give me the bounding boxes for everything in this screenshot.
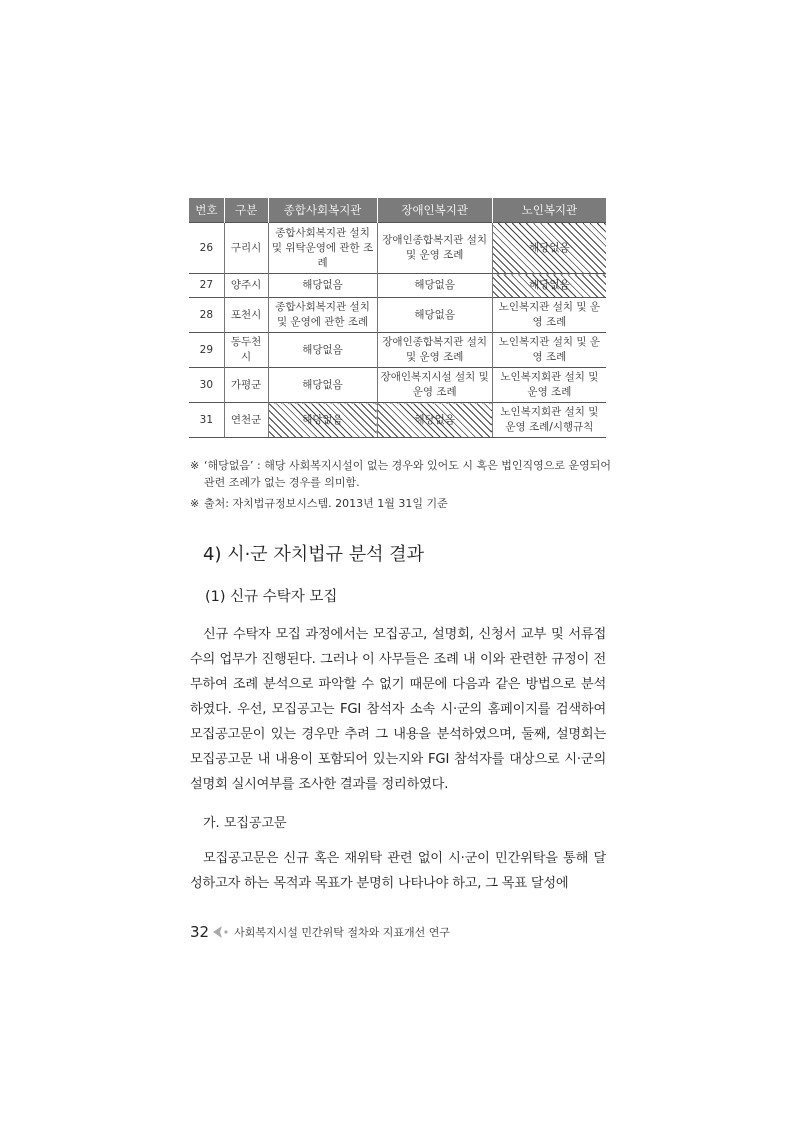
cell-elderly: 노인복지회관 설치 및 운영 조례/시행규칙 — [492, 403, 606, 438]
table-note-source — [190, 495, 448, 512]
header-elderly-welfare: 노인복지관 — [492, 198, 606, 223]
cell-community: 종합사회복지관 설치 및 위탁운영에 관한 조례 — [268, 223, 377, 274]
table-row — [189, 274, 606, 298]
cell-community: 해당없음 — [268, 274, 377, 298]
cell-region: 양주시 — [224, 274, 268, 298]
footer-title: 사회복지시설 민간위탁 절차와 지표개선 연구 — [234, 926, 450, 939]
chevron-left-icon — [213, 926, 229, 938]
section-title: 4) 시·군 자치법규 분석 결과 — [203, 544, 424, 565]
cell-number: 28 — [189, 298, 224, 333]
cell-community-none: 해당없음 — [268, 403, 377, 438]
cell-region: 연천군 — [224, 403, 268, 438]
cell-elderly-none: 해당없음 — [492, 274, 606, 298]
cell-region: 가평군 — [224, 368, 268, 403]
cell-community: 해당없음 — [268, 333, 377, 368]
cell-disabled: 해당없음 — [377, 298, 492, 333]
subsection-title: (1) 신규 수탁자 모집 — [205, 589, 338, 605]
header-region: 구분 — [224, 198, 268, 223]
table-row — [189, 298, 606, 333]
page-number: 32 — [190, 923, 210, 941]
cell-number: 29 — [189, 333, 224, 368]
note-mark: ※ — [190, 459, 200, 472]
cell-disabled: 장애인종합복지관 설치 및 운영 조례 — [377, 333, 492, 368]
cell-elderly: 노인복지관 설치 및 운영 조례 — [492, 298, 606, 333]
cell-region: 구리시 — [224, 223, 268, 274]
body-paragraph: 모집공고문은 신규 혹은 재위탁 관련 없이 시·군이 민간위탁을 통해 달성하고자 하는 목적과 목표가 분명히 나타나야 하고, 그 목표 달성에 — [190, 851, 606, 891]
cell-elderly: 노인복지관 설치 및 운영 조례 — [492, 333, 606, 368]
table-row — [189, 403, 606, 438]
source-text: 출처: 자치법규정보시스템. 2013년 1월 31일 기준 — [204, 497, 448, 510]
cell-disabled: 장애인복지시설 설치 및 운영 조례 — [377, 368, 492, 403]
ordinance-table — [189, 198, 606, 438]
header-number: 번호 — [189, 198, 224, 223]
note-text: ‘해당없음’ : 해당 사회복지시설이 없는 경우와 있어도 시 혹은 법인직영으로 운영되어 — [204, 459, 611, 472]
note-text-continued: 관련 조례가 없는 경우를 의미함. — [204, 476, 360, 489]
cell-elderly: 노인복지회관 설치 및 운영 조례 — [492, 368, 606, 403]
page-footer — [190, 923, 450, 941]
table-row — [189, 368, 606, 403]
cell-number: 27 — [189, 274, 224, 298]
body-paragraph: 신규 수탁자 모집 과정에서는 모집공고, 설명회, 신청서 교부 및 서류접수의 업무가 진행된다. 그러나 이 사무들은 조례 내 이와 관련한 규정이 전무하여 조례 분석으로 파악할 수 없기 때문에 다음과 같은 방법으로 분석하였다. 우선, 모집공고는 FGI 참석자 소속 시·군의 홈페이지를 검색하여 모집공고문이 있는 경우만 추려 그 내용을 분석하였으며, 둘째, 설명회는 모집공고문 내 내용이 포함되어 있는지와 FGI 참석자를 대상으로 시·군의 설명회 실시여부를 조사한 결과를 정리하였다. — [190, 627, 606, 792]
note-mark: ※ — [190, 497, 200, 510]
cell-disabled: 장애인종합복지관 설치 및 운영 조례 — [377, 223, 492, 274]
cell-number: 30 — [189, 368, 224, 403]
cell-disabled: 해당없음 — [377, 274, 492, 298]
cell-number: 26 — [189, 223, 224, 274]
table-note-definition — [190, 457, 611, 491]
cell-elderly-none: 해당없음 — [492, 223, 606, 274]
header-disabled-welfare: 장애인복지관 — [377, 198, 492, 223]
table-header-row — [189, 198, 606, 223]
table-row — [189, 223, 606, 274]
header-community-welfare: 종합사회복지관 — [268, 198, 377, 223]
cell-community: 종합사회복지관 설치 및 운영에 관한 조례 — [268, 298, 377, 333]
cell-region: 포천시 — [224, 298, 268, 333]
cell-region: 동두천시 — [224, 333, 268, 368]
item-title: 가. 모집공고문 — [203, 816, 287, 831]
cell-disabled-none: 해당없음 — [377, 403, 492, 438]
table-row — [189, 333, 606, 368]
cell-community: 해당없음 — [268, 368, 377, 403]
cell-number: 31 — [189, 403, 224, 438]
